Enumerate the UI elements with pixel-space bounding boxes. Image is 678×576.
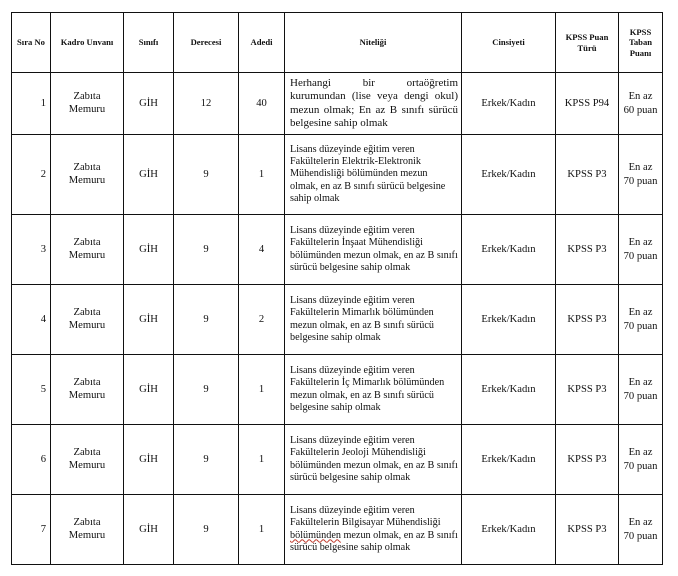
cell-kadro-unvani: Zabıta Memuru — [51, 215, 124, 285]
cell-cinsiyeti: Erkek/Kadın — [462, 425, 556, 495]
cell-adedi: 1 — [239, 355, 285, 425]
cell-kpss-puan-turu: KPSS P94 — [556, 73, 619, 135]
cell-niteligi: Lisans düzeyinde eğitim veren Fakültelerin Elektrik-Elektronik Mühendisliği bölümünden mezun olmak, en az B sınıfı sürücü belgesine sahip olmak — [285, 135, 462, 215]
header-row — [12, 13, 663, 73]
table-row — [12, 425, 663, 495]
cell-derecesi: 9 — [174, 425, 239, 495]
cell-derecesi: 9 — [174, 495, 239, 565]
cell-derecesi: 9 — [174, 135, 239, 215]
header-sira-no: Sıra No — [12, 13, 51, 73]
cell-kpss-taban-puani: En az 70 puan — [619, 135, 663, 215]
cell-adedi: 1 — [239, 135, 285, 215]
cell-kpss-puan-turu: KPSS P3 — [556, 425, 619, 495]
nitelik-text-start: Lisans düzeyinde eğitim veren Fakültelerin Bilgisayar Mühendisliği — [290, 505, 441, 529]
table-row — [12, 215, 663, 285]
cell-sira-no: 6 — [12, 425, 51, 495]
cell-sira-no: 4 — [12, 285, 51, 355]
table-row — [12, 73, 663, 135]
header-cinsiyeti: Cinsiyeti — [462, 13, 556, 73]
cell-adedi: 40 — [239, 73, 285, 135]
header-derecesi: Derecesi — [174, 13, 239, 73]
cell-adedi: 2 — [239, 285, 285, 355]
spellcheck-underlined-word: bölümünden — [290, 529, 341, 541]
cell-sira-no: 7 — [12, 495, 51, 565]
cell-niteligi: Lisans düzeyinde eğitim veren Fakültelerin İnşaat Mühendisliği bölümünden mezun olmak, en az B sınıfı sürücü belgesine sahip olmak — [285, 215, 462, 285]
cell-kadro-unvani: Zabıta Memuru — [51, 285, 124, 355]
cell-cinsiyeti: Erkek/Kadın — [462, 285, 556, 355]
cell-kpss-puan-turu: KPSS P3 — [556, 495, 619, 565]
table-row — [12, 285, 663, 355]
cell-cinsiyeti: Erkek/Kadın — [462, 215, 556, 285]
cell-sira-no: 1 — [12, 73, 51, 135]
table-row — [12, 135, 663, 215]
cell-sinifi: GİH — [124, 135, 174, 215]
cell-niteligi: Herhangi bir ortaöğretim kurumundan (lise veya dengi okul) mezun olmak; En az B sınıfı sürücü belgesine sahip olmak — [285, 73, 462, 135]
cell-sinifi: GİH — [124, 355, 174, 425]
header-kpss-puan-turu: KPSS Puan Türü — [556, 13, 619, 73]
cell-adedi: 4 — [239, 215, 285, 285]
cell-derecesi: 9 — [174, 215, 239, 285]
cell-cinsiyeti: Erkek/Kadın — [462, 495, 556, 565]
cell-adedi: 1 — [239, 495, 285, 565]
header-sinifi: Sınıfı — [124, 13, 174, 73]
header-kadro-unvani: Kadro Unvanı — [51, 13, 124, 73]
header-kpss-taban-puani: KPSS Taban Puanı — [619, 13, 663, 73]
cell-kpss-puan-turu: KPSS P3 — [556, 135, 619, 215]
cell-sira-no: 3 — [12, 215, 51, 285]
cell-niteligi: Lisans düzeyinde eğitim veren Fakültelerin Jeoloji Mühendisliği bölümünden mezun olmak, en az B sınıfı sürücü belgesine sahip olmak — [285, 425, 462, 495]
cell-derecesi: 9 — [174, 285, 239, 355]
cell-cinsiyeti: Erkek/Kadın — [462, 135, 556, 215]
cell-kpss-puan-turu: KPSS P3 — [556, 355, 619, 425]
cell-kadro-unvani: Zabıta Memuru — [51, 135, 124, 215]
cell-niteligi: Lisans düzeyinde eğitim veren Fakültelerin Mimarlık bölümünden mezun olmak, en az B sınıfı sürücü belgesine sahip olmak — [285, 285, 462, 355]
cell-sinifi: GİH — [124, 285, 174, 355]
cell-kadro-unvani: Zabıta Memuru — [51, 425, 124, 495]
cell-sira-no: 2 — [12, 135, 51, 215]
cell-sinifi: GİH — [124, 73, 174, 135]
cell-kpss-puan-turu: KPSS P3 — [556, 285, 619, 355]
cell-sinifi: GİH — [124, 215, 174, 285]
cell-sinifi: GİH — [124, 495, 174, 565]
header-adedi: Adedi — [239, 13, 285, 73]
cell-niteligi — [285, 495, 462, 565]
cell-kadro-unvani: Zabıta Memuru — [51, 73, 124, 135]
cell-sira-no: 5 — [12, 355, 51, 425]
cell-kpss-taban-puani: En az 70 puan — [619, 495, 663, 565]
cell-kpss-taban-puani: En az 60 puan — [619, 73, 663, 135]
cell-adedi: 1 — [239, 425, 285, 495]
cell-kpss-taban-puani: En az 70 puan — [619, 425, 663, 495]
kadro-table — [11, 12, 663, 565]
cell-cinsiyeti: Erkek/Kadın — [462, 355, 556, 425]
cell-kpss-puan-turu: KPSS P3 — [556, 215, 619, 285]
cell-derecesi: 9 — [174, 355, 239, 425]
cell-cinsiyeti: Erkek/Kadın — [462, 73, 556, 135]
table-row — [12, 495, 663, 565]
cell-kpss-taban-puani: En az 70 puan — [619, 285, 663, 355]
cell-kadro-unvani: Zabıta Memuru — [51, 355, 124, 425]
header-niteligi: Niteliği — [285, 13, 462, 73]
cell-kpss-taban-puani: En az 70 puan — [619, 355, 663, 425]
cell-kpss-taban-puani: En az 70 puan — [619, 215, 663, 285]
cell-derecesi: 12 — [174, 73, 239, 135]
cell-sinifi: GİH — [124, 425, 174, 495]
nitelik-text-end: mezun olmak, en az B sınıfı sürücü belgesine sahip olmak — [290, 529, 458, 553]
table-row — [12, 355, 663, 425]
cell-niteligi: Lisans düzeyinde eğitim veren Fakültelerin İç Mimarlık bölümünden mezun olmak, en az B sınıfı sürücü belgesine sahip olmak — [285, 355, 462, 425]
cell-kadro-unvani: Zabıta Memuru — [51, 495, 124, 565]
